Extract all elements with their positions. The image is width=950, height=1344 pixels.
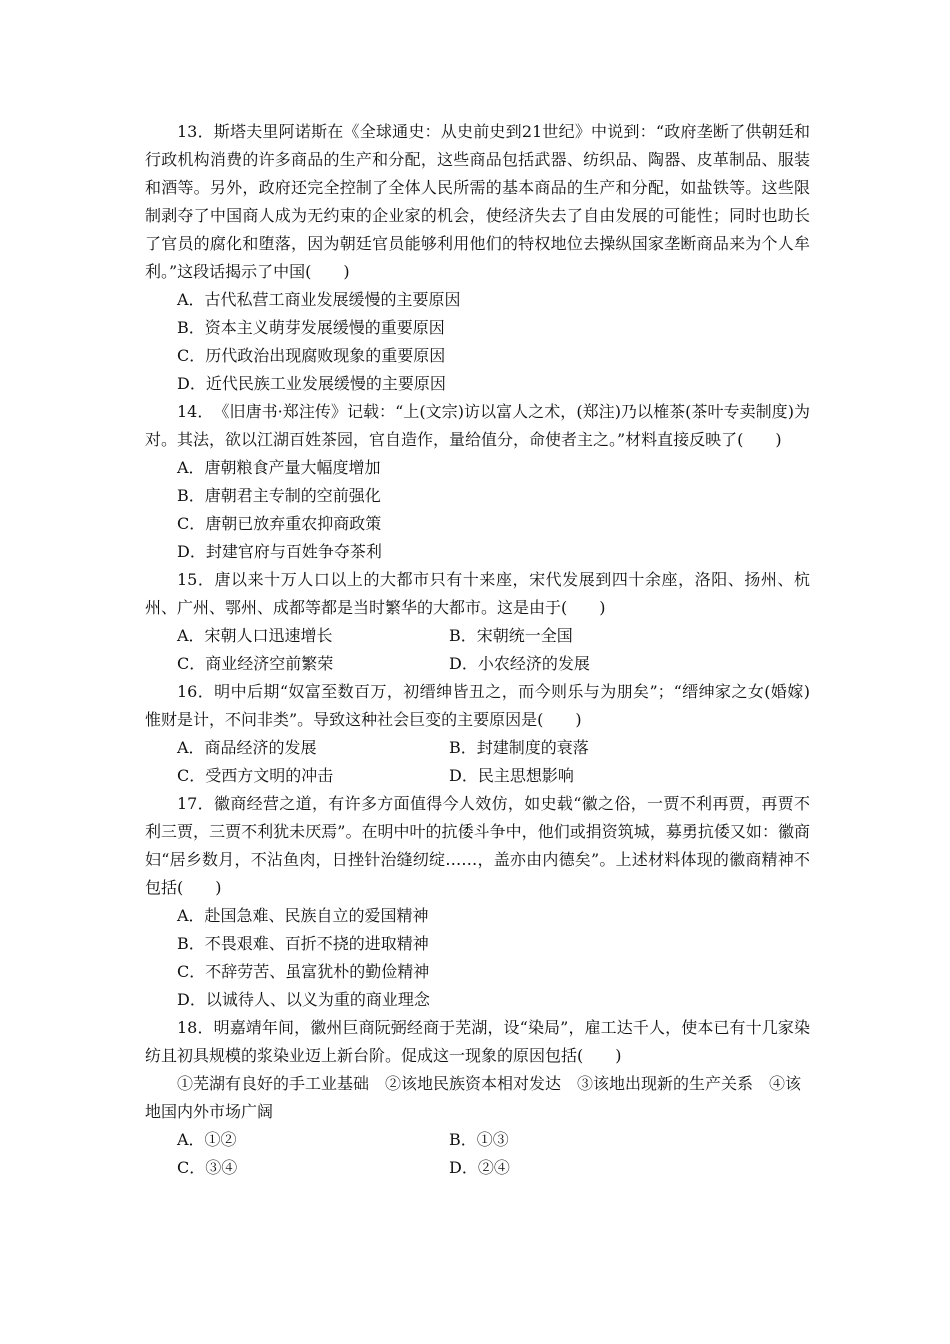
option-c: C．历代政治出现腐败现象的重要原因 [177, 346, 446, 365]
question-stem: 17．徽商经营之道，有许多方面值得今人效仿，如史载“徽之俗，一贾不利再贾，再贾不利三贾，三贾不利犹未厌焉”。在明中叶的抗倭斗争中，他们或捐资筑城，募勇抗倭又如：徽商妇“居乡数月，不沾鱼肉，日挫针治缝纫绽……，盖亦由内德矣”。上述材料体现的徽商精神不包括( ) [145, 794, 810, 897]
option-c: C．不辞劳苦、虽富犹朴的勤俭精神 [177, 962, 430, 981]
option-row [145, 650, 810, 678]
question-15 [145, 566, 810, 678]
option-b: B．封建制度的衰落 [449, 738, 589, 757]
option-c: C．③④ [177, 1158, 238, 1177]
option-a: A．宋朝人口迅速增长 [177, 626, 333, 645]
option-d: D．民主思想影响 [449, 766, 574, 785]
exam-page [145, 118, 810, 1182]
question-18 [145, 1014, 810, 1182]
option-d: D．近代民族工业发展缓慢的主要原因 [177, 374, 446, 393]
option-d: D．以诚待人、以义为重的商业理念 [177, 990, 430, 1009]
question-stem: 16．明中后期“奴富至数百万，初缙绅皆丑之，而今则乐与为朋矣”；“缙绅家之女(婚嫁)惟财是计，不问非类”。导致这种社会巨变的主要原因是( ) [145, 682, 810, 729]
option-row [145, 1154, 810, 1182]
option-a: A．①② [177, 1130, 237, 1149]
option-b: B．宋朝统一全国 [449, 626, 573, 645]
question-14 [145, 398, 810, 566]
option-a: A．唐朝粮食产量大幅度增加 [177, 458, 381, 477]
question-17 [145, 790, 810, 1014]
option-row [145, 1126, 810, 1154]
option-a: A．古代私营工商业发展缓慢的主要原因 [177, 290, 461, 309]
question-stem: 13．斯塔夫里阿诺斯在《全球通史：从史前史到21世纪》中说到：“政府垄断了供朝廷和行政机构消费的许多商品的生产和分配，这些商品包括武器、纺织品、陶器、皮革制品、服装和酒等。另外，政府还完全控制了全体人民所需的基本商品的生产和分配，如盐铁等。这些限制剥夺了中国商人成为无约束的企业家的机会，使经济失去了自由发展的可能性；同时也助长了官员的腐化和堕落，因为朝廷官员能够利用他们的特权地位去操纵国家垄断商品来为个人牟利。”这段话揭示了中国( ) [145, 122, 810, 281]
question-stem: 18．明嘉靖年间，徽州巨商阮弼经商于芜湖，设“染局”，雇工达千人，使本已有十几家染纺且初具规模的浆染业迈上新台阶。促成这一现象的原因包括( ) [145, 1018, 810, 1065]
option-b: B．不畏艰难、百折不挠的进取精神 [177, 934, 429, 953]
question-stem: 14． 《旧唐书·郑注传》记载：“上(文宗)访以富人之术，(郑注)乃以榷茶(茶叶专卖制度)为对。其法，欲以江湖百姓茶园，官自造作，量给值分，命使者主之。”材料直接反映了( ) [145, 402, 810, 449]
option-d: D．②④ [449, 1158, 510, 1177]
question-16 [145, 678, 810, 790]
option-c: C．受西方文明的冲击 [177, 766, 334, 785]
question-13 [145, 118, 810, 398]
option-c: C．商业经济空前繁荣 [177, 654, 334, 673]
option-d: D．封建官府与百姓争夺茶利 [177, 542, 382, 561]
option-b: B．资本主义萌芽发展缓慢的重要原因 [177, 318, 445, 337]
option-row [145, 762, 810, 790]
option-d: D．小农经济的发展 [449, 654, 590, 673]
option-row [145, 622, 810, 650]
option-a: A．赴国急难、民族自立的爱国精神 [177, 906, 429, 925]
option-b: B．唐朝君主专制的空前强化 [177, 486, 381, 505]
option-b: B．①③ [449, 1130, 509, 1149]
question-stem: 15．唐以来十万人口以上的大都市只有十来座，宋代发展到四十余座，洛阳、扬州、杭州、广州、鄂州、成都等都是当时繁华的大都市。这是由于( ) [145, 570, 810, 617]
option-c: C．唐朝已放弃重农抑商政策 [177, 514, 382, 533]
option-row [145, 734, 810, 762]
option-a: A．商品经济的发展 [177, 738, 317, 757]
statement-items: ①芜湖有良好的手工业基础 ②该地民族资本相对发达 ③该地出现新的生产关系 ④该地国内外市场广阔 [145, 1074, 802, 1121]
